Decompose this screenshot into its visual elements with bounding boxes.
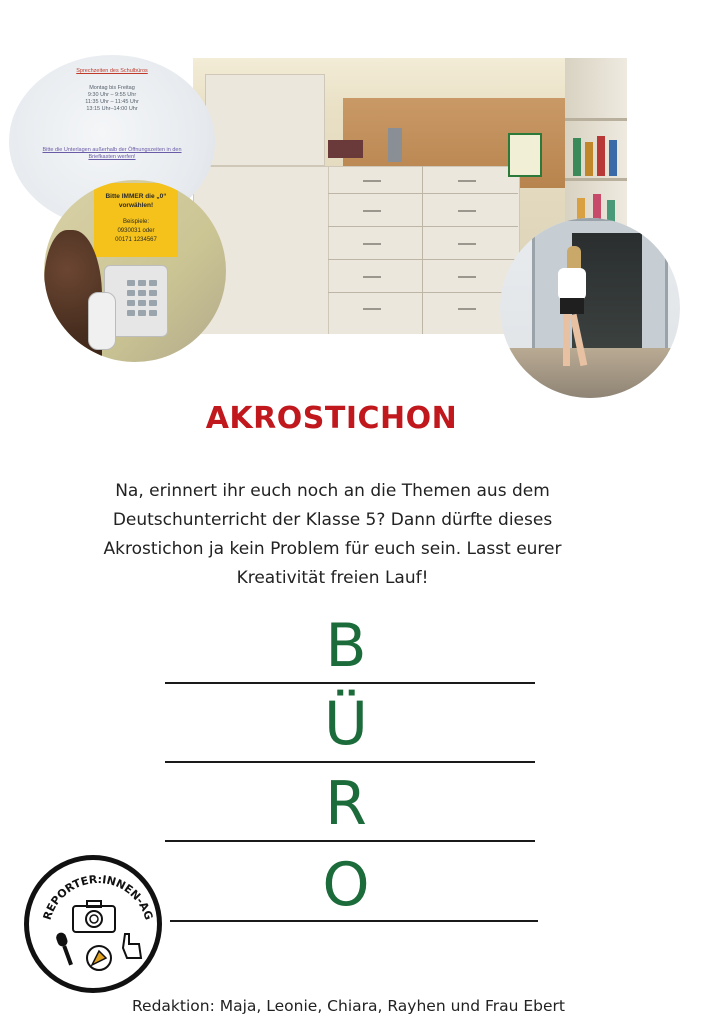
pen-nib-icon	[87, 946, 111, 970]
logo-graphic	[29, 860, 167, 998]
acrostic-line-1[interactable]	[165, 682, 535, 684]
acrostic-letter-4: O	[322, 850, 370, 920]
exit-sign	[508, 133, 542, 177]
intro-paragraph: Na, erinnert ihr euch noch an die Themen aus dem Deutschunterricht der Klasse 5? Dann dürfte dieses Akrostichon ja kein Problem für euch sein. Lasst eurer Kreativität freien Lauf!	[103, 481, 562, 588]
phone-sign-example-label: Beispiele:	[122, 219, 149, 225]
entrance-door-photo	[500, 218, 680, 398]
acrostic-line-4[interactable]	[170, 920, 538, 922]
phone-sign-example1: 0930031 oder	[117, 228, 155, 234]
acrostic-line-3[interactable]	[165, 840, 535, 842]
acrostic-letter-3: R	[325, 769, 367, 839]
drawer-cabinet	[328, 166, 520, 334]
phone-sign-line2: vorwählen!	[118, 202, 154, 209]
desk-lamp	[388, 128, 402, 162]
phone-receiver	[88, 292, 116, 350]
acrostic-letter-2: Ü	[324, 689, 368, 759]
notice-title: Sprechzeiten des Schulbüros	[76, 68, 148, 74]
telephone-photo	[44, 180, 226, 362]
upper-cabinet	[205, 74, 325, 166]
camera-icon	[73, 901, 115, 932]
phone-sign-line1: Bitte IMMER die „0“	[105, 193, 167, 200]
reporter-ag-logo	[24, 855, 162, 993]
logo-text: REPORTER:INNEN-AG	[40, 872, 156, 922]
page-title: AKROSTICHON	[205, 401, 458, 436]
pointing-hand-icon	[123, 934, 141, 958]
desk-tray	[328, 140, 363, 158]
phone-sign-example2: 00171 1234567	[115, 237, 157, 243]
acrostic-letter-1: B	[325, 611, 367, 681]
notice-hours: Montag bis Freitag 9:30 Uhr – 9:55 Uhr 11:35 Uhr – 11:45 Uhr 13:15 Uhr–14:00 Uhr	[85, 85, 139, 112]
phone-dial-sign	[94, 183, 178, 257]
floor	[500, 348, 680, 398]
editorial-credits: Redaktion: Maja, Leonie, Chiara, Rayhen und Frau Ebert	[131, 997, 566, 1015]
microphone-icon	[55, 931, 76, 966]
acrostic-line-2[interactable]	[165, 761, 535, 763]
svg-text:REPORTER:INNEN-AG	[41, 873, 156, 922]
notice-footer: Bitte die Unterlagen außerhalb der Öffnungszeiten in den Briefkasten werfen!	[42, 147, 182, 160]
